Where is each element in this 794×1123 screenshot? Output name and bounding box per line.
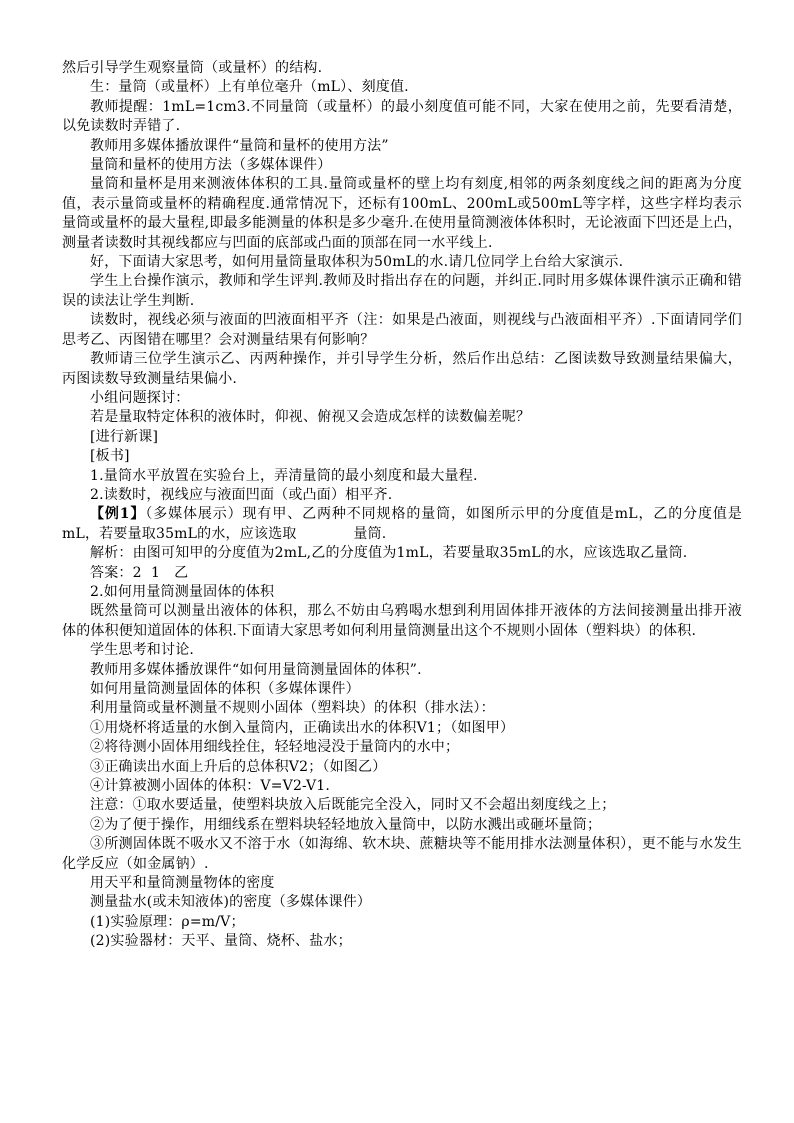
- paragraph: 生：量筒（或量杯）上有单位毫升（mL）、刻度值.: [90, 79, 409, 96]
- paragraph: 答案：2 1 乙: [90, 564, 189, 581]
- paragraph: ②为了便于操作，用细线系在塑料块轻轻地放入量筒中，以防水溅出或砸坏量筒；: [90, 816, 602, 833]
- paragraph: (1)实验原理：ρ=m/V；: [90, 913, 245, 930]
- paragraph: 教师提醒：1mL=1cm3.不同量筒（或量杯）的最小刻度值可能不同，大家在使用之前，先要看清楚，以免读数时弄错了.: [62, 98, 742, 135]
- paragraph: 测量盐水(或未知液体)的密度（多媒体课件）: [90, 894, 372, 911]
- paragraph: ③正确读出水面上升后的总体积V2；（如图乙）: [90, 758, 387, 775]
- paragraph: 读数时，视线必须与液面的凹液面相平齐（注：如果是凸液面，则视线与凸液面相平齐）.下面请同学们思考乙、丙图错在哪里？会对测量结果有何影响？: [62, 312, 742, 348]
- paragraph: 小组问题探讨：: [90, 389, 190, 406]
- example-paragraph: [62, 505, 785, 544]
- paragraph: 解析：由图可知甲的分度值为2mL,乙的分度值为1mL，若要量取35mL的水，应该选取乙量筒.: [90, 545, 688, 562]
- paragraph: ①用烧杯将适量的水倒入量筒内，正确读出水的体积V1；（如图甲）: [90, 719, 515, 736]
- paragraph: 用天平和量筒测量物体的密度: [90, 875, 275, 892]
- paragraph: 教师请三位学生演示乙、丙两种操作，并引导学生分析，然后作出总结：乙图读数导致测量结果偏大，丙图读数导致测量结果偏小.: [62, 351, 742, 387]
- paragraph: [进行新课]: [90, 428, 159, 445]
- paragraph: [板书]: [90, 448, 130, 465]
- example-text: （多媒体展示）现有甲、乙两种不同规格的量筒，如图所示甲的分度值是mL，乙的分度值是 mL，若要量取35mL的水，应该选取 量筒.: [62, 506, 785, 542]
- paragraph: ③所测固体既不吸水又不溶于水（如海绵、软木块、蔗糖块等不能用排水法测量体积），更不能与水发生化学反应（如金属钠）.: [62, 836, 742, 872]
- paragraph: 然后引导学生观察量筒（或量杯）的结构.: [62, 60, 323, 76]
- document-page: [62, 59, 785, 952]
- paragraph: 教师用多媒体播放课件“如何用量筒测量固体的体积”.: [90, 661, 422, 678]
- paragraph: 注意：①取水要适量，使塑料块放入后既能完全没入，同时又不会超出刻度线之上；: [90, 797, 616, 814]
- section-heading: 量筒和量杯的使用方法（多媒体课件）: [90, 157, 332, 174]
- paragraph: (2)实验器材：天平、量筒、烧杯、盐水；: [90, 933, 352, 950]
- paragraph: 学生上台操作演示，教师和学生评判.教师及时指出存在的问题，并纠正.同时用多媒体课件演示正确和错误的读法让学生判断.: [62, 273, 742, 309]
- paragraph: 若是量取特定体积的液体时，仰视、俯视又会造成怎样的读数偏差呢？: [90, 409, 531, 426]
- paragraph: 既然量筒可以测量出液体的体积，那么不妨由乌鸦喝水想到利用固体排开液体的方法间接测量出排开液体的体积便知道固体的体积.下面请大家思考如何利用量筒测量出这个不规则小固体（塑料块）的体积.: [62, 603, 742, 639]
- paragraph: ④计算被测小固体的体积：V=V2-V1.: [90, 778, 331, 795]
- paragraph: 2.如何用量筒测量固体的体积: [90, 583, 275, 600]
- example-label: 【例1】: [90, 506, 146, 523]
- paragraph: 教师用多媒体播放课件“量筒和量杯的使用方法”: [90, 137, 389, 154]
- paragraph: 2.读数时，视线应与液面凹面（或凸面）相平齐.: [90, 486, 393, 503]
- paragraph: 学生思考和讨论.: [90, 642, 195, 659]
- paragraph: 如何用量筒测量固体的体积（多媒体课件）: [90, 681, 360, 697]
- paragraph: 利用量筒或量杯测量不规则小固体（塑料块）的体积（排水法）：: [90, 700, 495, 717]
- paragraph: 量筒和量杯是用来测液体体积的工具.量筒或量杯的壁上均有刻度,相邻的两条刻度线之间的距离为分度值，表示量筒或量杯的精确程度.通常情况下，还标有100mL、200mL或500mL等字样，这些字样均表示量筒或量杯的最大量程,即最多能测量的体积是多少毫升.在使用量筒测液体体积时，无论液面下凹还是上凸，测量者读数时其视线都应与凹面的底部或凸面的顶部在同一水平线上.: [62, 176, 742, 251]
- paragraph: 1.量筒水平放置在实验台上，弄清量筒的最小刻度和最大量程.: [90, 467, 478, 484]
- paragraph: ②将待测小固体用细线拴住，轻轻地浸没于量筒内的水中；: [90, 739, 460, 756]
- paragraph: 好，下面请大家思考，如何用量筒量取体积为50mL的水.请几位同学上台给大家演示.: [90, 254, 624, 271]
